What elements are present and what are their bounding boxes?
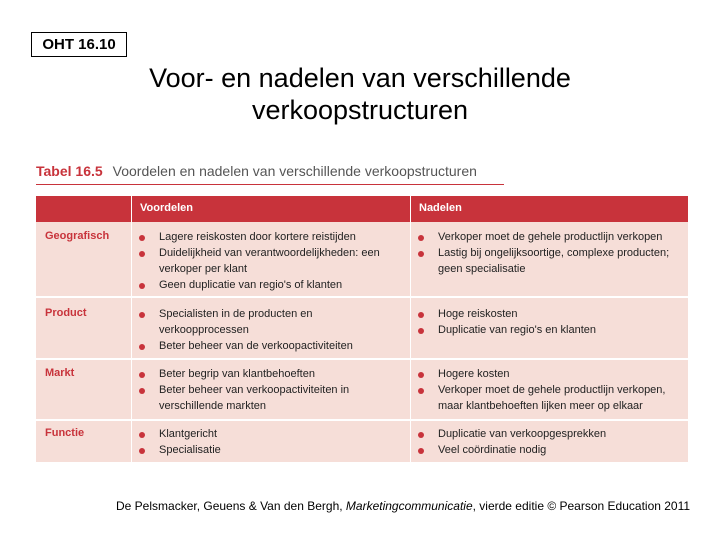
list-item: Beter begrip van klantbehoeften [137,366,392,382]
list-item: Verkoper moet de gehele productlijn verkopen [416,229,678,245]
list-item: Duplicatie van verkoopgesprekken [416,426,678,442]
footer-book-title: Marketingcommunicatie [345,499,473,513]
list-item: Hoge reiskosten [416,306,678,322]
slide-title [60,62,660,126]
list-item: Geen duplicatie van regio's of klanten [137,277,392,293]
list-item: Specialisatie [137,442,392,458]
table-header [36,196,688,222]
slide-label: OHT 16.10 [31,32,127,57]
list-item: Lagere reiskosten door kortere reistijden [137,229,392,245]
nadelen-list [416,426,678,458]
row-divider [36,419,688,421]
list-item: Hogere kosten [416,366,678,382]
title-line-1: Voor- en nadelen van verschillende [149,63,571,93]
nadelen-list [416,229,678,277]
voordelen-list [137,426,392,458]
list-item: Verkoper moet de gehele productlijn verkopen, maar klantbehoeften lijken meer op elkaar [416,382,678,414]
footer-citation [116,499,696,513]
comparison-table [36,196,688,462]
row-label-product: Product [45,307,87,319]
voordelen-list [137,306,392,354]
title-line-2: verkoopstructuren [251,95,469,125]
nadelen-list [416,306,678,338]
list-item: Duplicatie van regio's en klanten [416,322,678,338]
header-nadelen: Nadelen [419,202,462,214]
table-caption [36,163,686,179]
list-item: Specialisten in de producten en verkoopprocessen [137,306,392,338]
row-label-functie: Functie [45,427,85,439]
row-divider [36,358,688,360]
column-divider [410,196,411,462]
table-caption-text: Voordelen en nadelen van verschillende verkoopstructuren [112,163,477,179]
voordelen-list [137,229,392,293]
list-item: Lastig bij ongelijksoortige, complexe producten; geen specialisatie [416,245,678,277]
row-label-geografisch: Geografisch [45,230,110,242]
footer-edition: , vierde editie © Pearson Education 2011 [472,499,691,513]
table-number: Tabel 16.5 [36,163,103,179]
list-item: Duidelijkheid van verantwoordelijkheden: een verkoper per klant [137,245,392,277]
caption-underline [36,184,504,185]
list-item: Veel coördinatie nodig [416,442,678,458]
row-divider [36,296,688,298]
footer-authors: De Pelsmacker, Geuens & Van den Bergh, [116,499,346,513]
row-label-markt: Markt [45,367,75,379]
voordelen-list [137,366,392,414]
column-divider [131,196,132,462]
list-item: Klantgericht [137,426,392,442]
list-item: Beter beheer van de verkoopactiviteiten [137,338,392,354]
nadelen-list [416,366,678,414]
list-item: Beter beheer van verkoopactiviteiten in verschillende markten [137,382,392,414]
header-voordelen: Voordelen [140,202,193,214]
